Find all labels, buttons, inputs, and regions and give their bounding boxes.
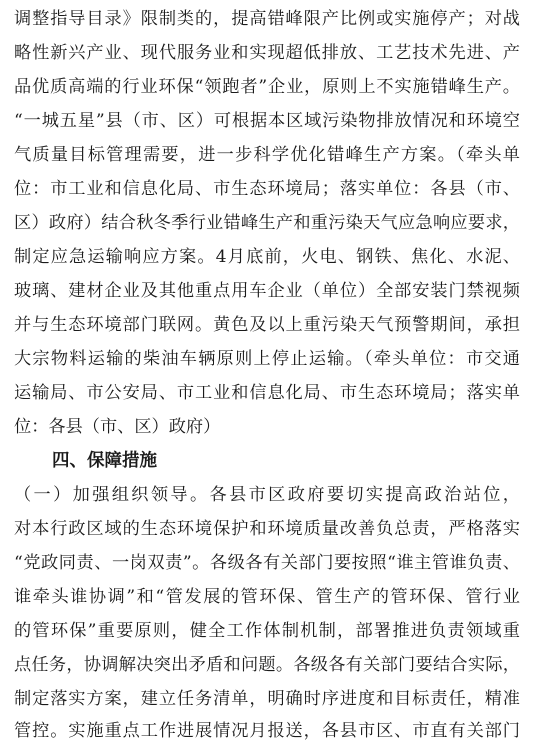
paragraph-line: 品优质高端的行业环保“领跑者”企业，原则上不实施错峰生产。 xyxy=(14,77,520,97)
paragraph-line: “党政同责、一岗双责”。各级各有关部门要按照“谁主管谁负责、 xyxy=(14,553,520,573)
paragraph-line: 点任务，协调解决突出矛盾和问题。各级各有关部门要结合实际， xyxy=(14,655,520,675)
paragraph-line: 对本行政区域的生态环境保护和环境质量改善负总责，严格落实 xyxy=(14,519,520,539)
paragraph-line: 位：各县（市、区）政府） xyxy=(14,417,221,437)
paragraph-line: 区）政府）结合秋冬季行业错峰生产和重污染天气应急响应要求， xyxy=(14,213,520,233)
paragraph-line: 谁牵头谁协调”和“管发展的管环保、管生产的管环保、管行业 xyxy=(14,587,520,607)
section-heading: 四、保障措施 xyxy=(52,451,157,471)
paragraph-line: 制定落实方案，建立任务清单，明确时序进度和目标责任，精准 xyxy=(14,689,520,709)
paragraph-line: 大宗物料运输的柴油车辆原则上停止运输。（牵头单位：市交通 xyxy=(14,349,520,369)
paragraph-line: 气质量目标管理需要，进一步科学优化错峰生产方案。（牵头单 xyxy=(14,145,520,165)
paragraph-line: “一城五星”县（市、区）可根据本区域污染物排放情况和环境空 xyxy=(14,111,520,131)
paragraph-line: 略性新兴产业、现代服务业和实现超低排放、工艺技术先进、产 xyxy=(14,43,520,63)
paragraph-line: 并与生态环境部门联网。黄色及以上重污染天气预警期间，承担 xyxy=(14,315,520,335)
paragraph-line: 的管环保”重要原则，健全工作体制机制，部署推进负责领域重 xyxy=(14,621,520,641)
paragraph-line: 调整指导目录》限制类的，提高错峰限产比例或实施停产；对战 xyxy=(14,9,520,29)
paragraph-line: 管控。实施重点工作进展情况月报送，各县市区、市直有关部门 xyxy=(14,721,520,741)
paragraph-line: 位：市工业和信息化局、市生态环境局；落实单位：各县（市、 xyxy=(14,179,520,199)
paragraph-line: 玻璃、建材企业及其他重点用车企业（单位）全部安装门禁视频 xyxy=(14,281,520,301)
paragraph-line: 制定应急运输响应方案。4月底前，火电、钢铁、焦化、水泥、 xyxy=(14,247,520,267)
paragraph-line: 运输局、市公安局、市工业和信息化局、市生态环境局；落实单 xyxy=(14,383,520,403)
paragraph-line: （一）加强组织领导。各县市区政府要切实提高政治站位， xyxy=(14,485,520,505)
